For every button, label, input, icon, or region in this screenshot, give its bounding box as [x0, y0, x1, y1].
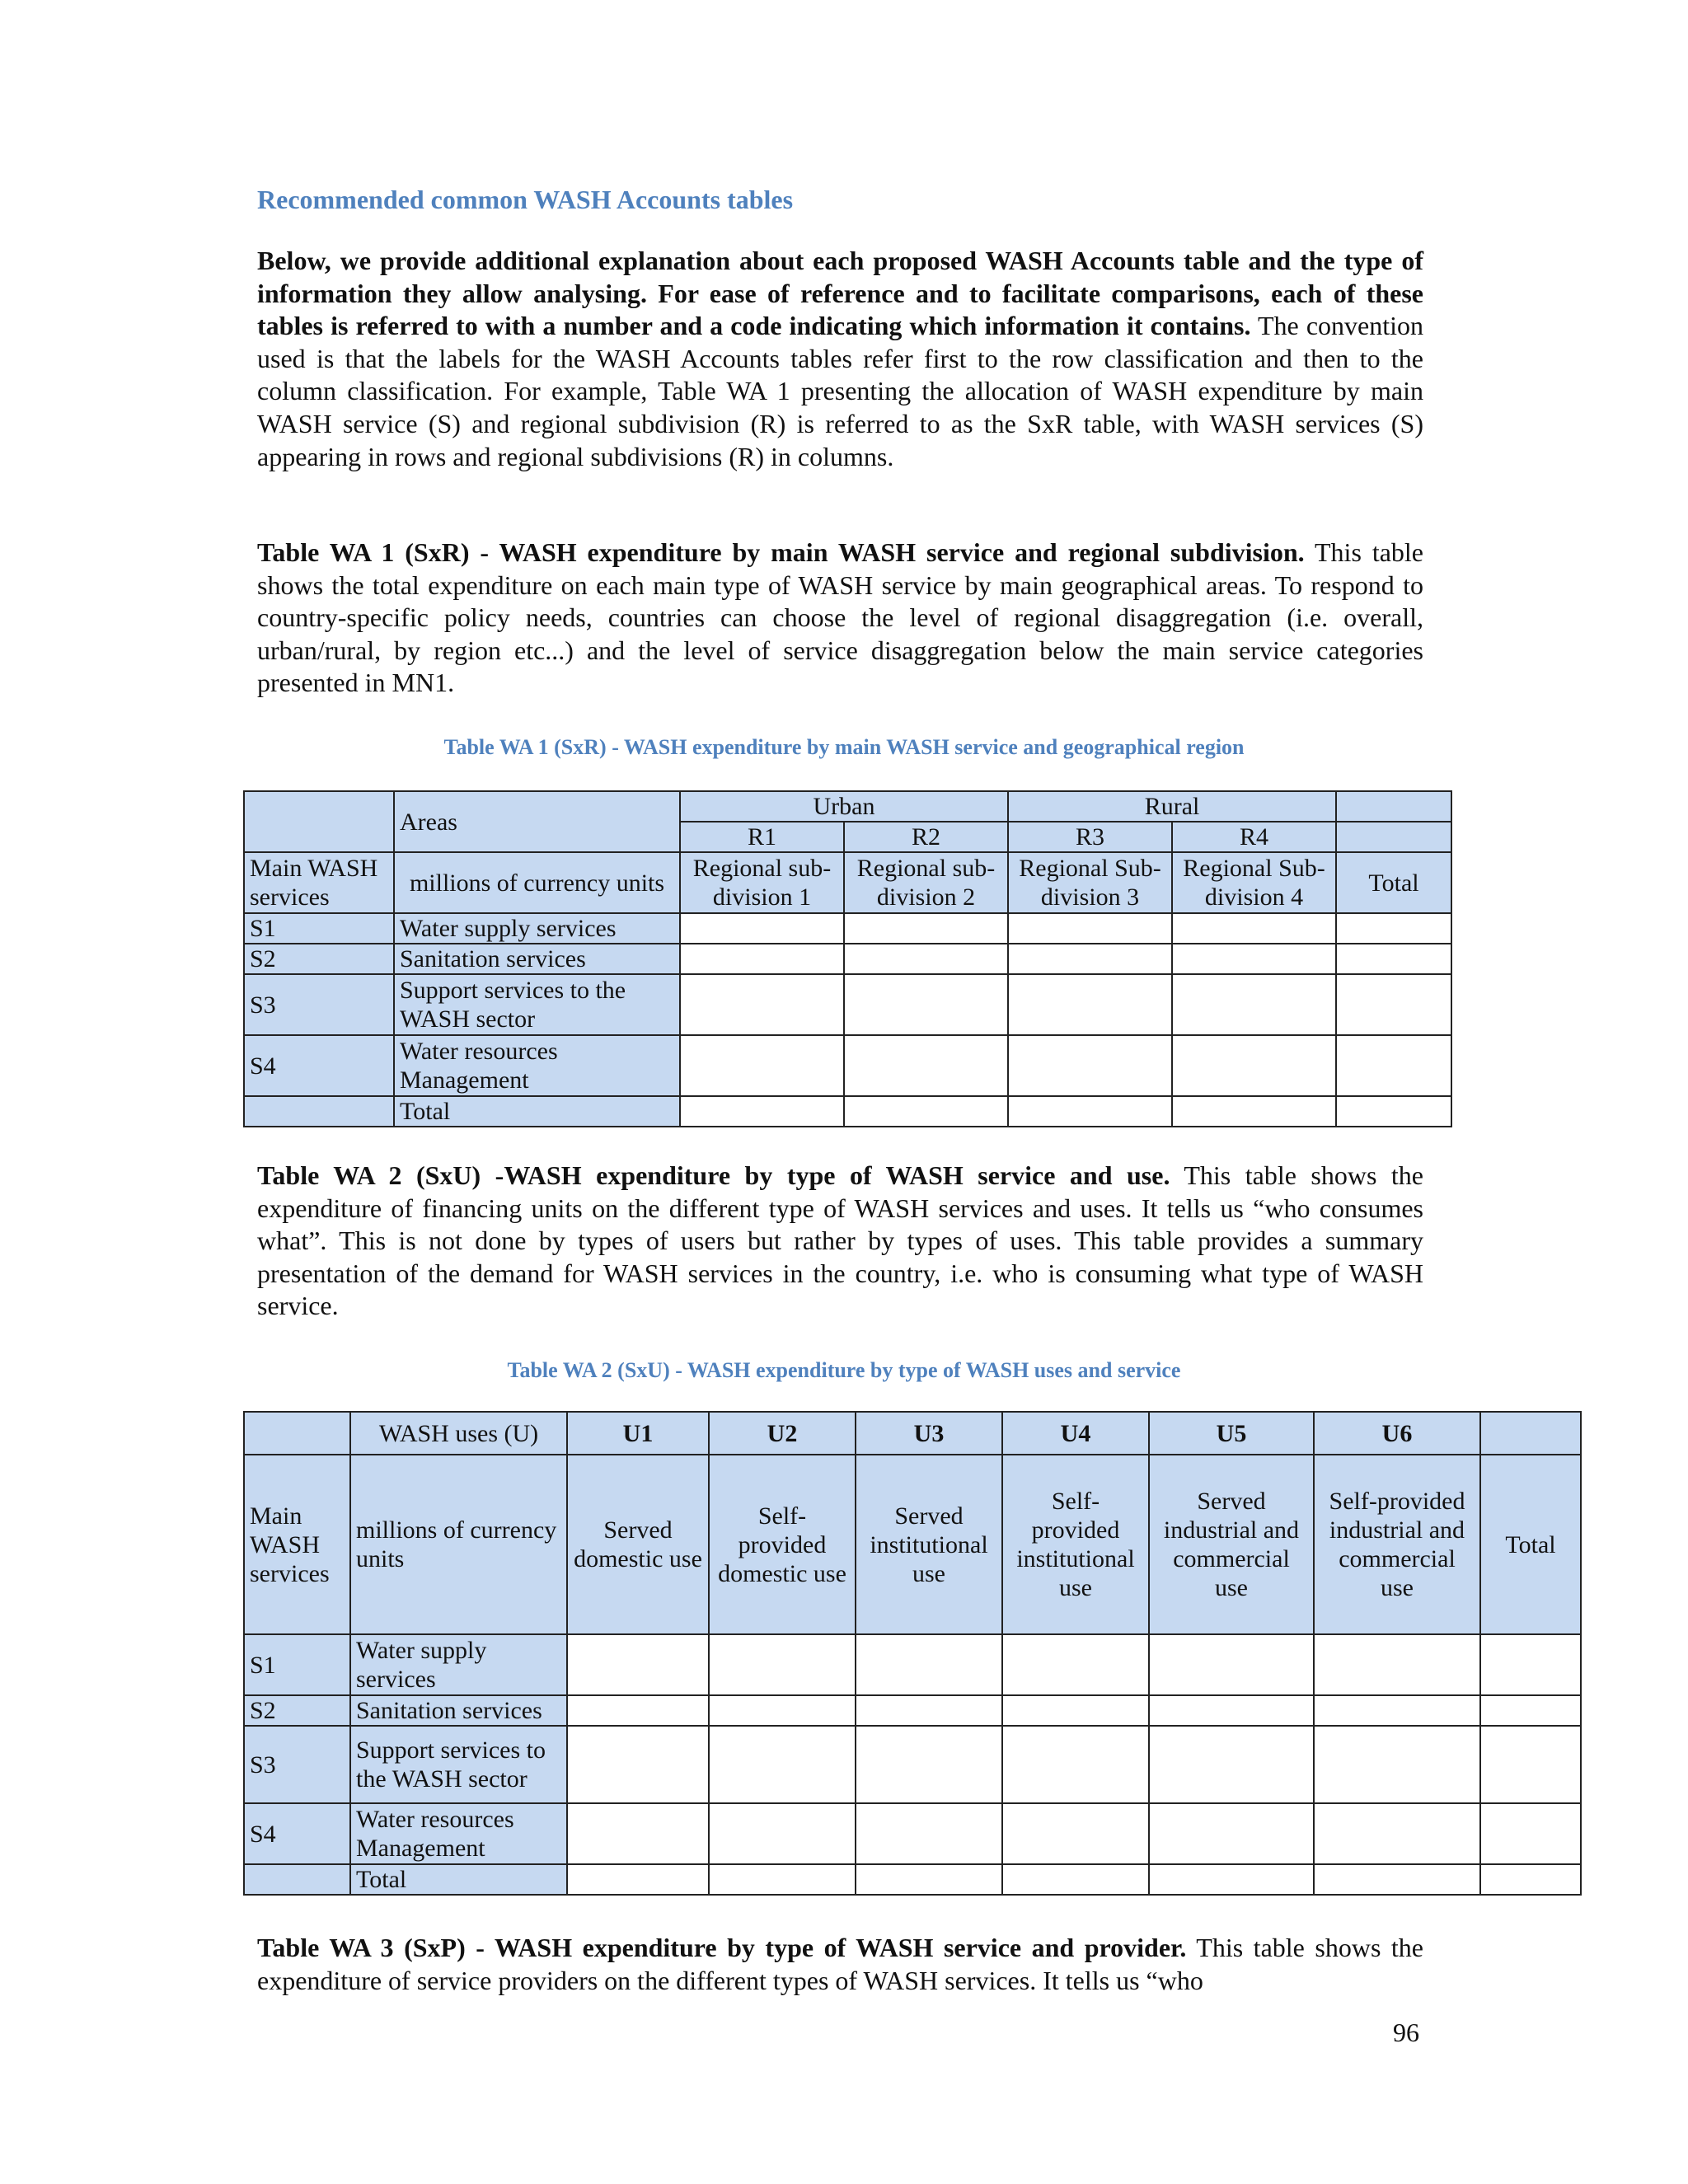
table-wa1-areas-label: Areas	[394, 791, 680, 852]
table-wa2-header-row-2	[244, 1455, 1581, 1634]
row-label: Water supply services	[394, 913, 680, 944]
table-row-total	[244, 1864, 1581, 1895]
table-wa1-subdivision-1: Regional sub-division 1	[680, 852, 844, 913]
table-cell	[1172, 1035, 1336, 1096]
table-wa1-rural-header: Rural	[1008, 791, 1336, 822]
row-code: S1	[244, 1634, 350, 1695]
table-cell	[844, 1096, 1008, 1127]
table-wa2-use-desc-3: Served institutional use	[856, 1455, 1002, 1634]
table-cell	[1149, 1864, 1314, 1895]
table-wa2-use-desc-4: Self-provided institutional use	[1002, 1455, 1149, 1634]
table-cell	[1008, 974, 1172, 1035]
row-label: Total	[394, 1096, 680, 1127]
table-cell	[680, 1096, 844, 1127]
table-wa2-use-desc-2: Self-provided domestic use	[709, 1455, 856, 1634]
intro-text: The convention used is that the labels for the WASH Accounts tables refer first to the row classification and then to the column classification. For example, Table WA 1 presenting the allocation of WASH expenditure by main WASH service (S) and regional subdivision (R) is referred to as the SxR table, with WASH services (S) appearing in rows and regional subdivisions (R) in columns.	[257, 311, 1424, 471]
table-cell	[856, 1634, 1002, 1695]
row-code: S2	[244, 1695, 350, 1726]
table-row	[244, 974, 1451, 1035]
table-wa1-r4: R4	[1172, 822, 1336, 852]
table-cell	[709, 1634, 856, 1695]
table-wa2-caption: Table WA 2 (SxU) - WASH expenditure by type of WASH uses and service	[507, 1358, 1181, 1382]
table-wa2-units-label: millions of currency units	[350, 1455, 567, 1634]
table-cell	[1480, 1634, 1581, 1695]
table-wa2-use-desc-6: Self-provided industrial and commercial use	[1314, 1455, 1480, 1634]
table-cell	[680, 944, 844, 974]
table-cell	[709, 1695, 856, 1726]
table-wa1-subdivision-4: Regional Sub-division 4	[1172, 852, 1336, 913]
table-wa1-corner-cell	[244, 791, 394, 852]
table-cell	[1480, 1803, 1581, 1864]
table-cell	[1008, 944, 1172, 974]
table-wa2-total-header: Total	[1480, 1455, 1581, 1634]
table-wa2-uses-label: WASH uses (U)	[350, 1412, 567, 1455]
table-wa1-caption: Table WA 1 (SxR) - WASH expenditure by main WASH service and geographical region	[443, 735, 1245, 759]
table-wa1-r3: R3	[1008, 822, 1172, 852]
table-row	[244, 1035, 1451, 1096]
table-cell	[1336, 1096, 1451, 1127]
table-cell	[1314, 1864, 1480, 1895]
table-cell	[1002, 1634, 1149, 1695]
wa2-para-text: This table shows the expenditure of financing units on the different type of WASH services and uses. It tells us “who consumes what”. This is not done by types of users but rather by types of uses. This table provides a summary presentation of the demand for WASH services in the country, i.e. who is consuming what type of WASH service.	[257, 1160, 1424, 1321]
page-number: 96	[1393, 2018, 1419, 2047]
table-cell	[680, 974, 844, 1035]
row-label: Support services to the WASH sector	[350, 1726, 567, 1803]
row-label: Total	[350, 1864, 567, 1895]
table-cell	[567, 1726, 709, 1803]
table-cell	[1336, 1035, 1451, 1096]
row-label: Sanitation services	[350, 1695, 567, 1726]
table-row-total	[244, 1096, 1451, 1127]
section-heading: Recommended common WASH Accounts tables	[257, 185, 794, 214]
intro-paragraph	[257, 245, 1423, 473]
table-wa2-main-wash-label: Main WASH services	[244, 1455, 350, 1634]
table-row	[244, 913, 1451, 944]
table-cell	[844, 974, 1008, 1035]
table-cell	[856, 1803, 1002, 1864]
table-wa1-blank-header	[1336, 791, 1451, 822]
table-wa1-urban-header: Urban	[680, 791, 1008, 822]
table-cell	[1480, 1695, 1581, 1726]
row-label: Water resources Management	[394, 1035, 680, 1096]
row-code: S4	[244, 1803, 350, 1864]
row-code: S2	[244, 944, 394, 974]
table-cell	[1314, 1695, 1480, 1726]
row-label: Water resources Management	[350, 1803, 567, 1864]
table-cell	[1336, 913, 1451, 944]
wa2-paragraph	[257, 1160, 1423, 1323]
wa3-para-bold: Table WA 3 (SxP) - WASH expenditure by type of WASH service and provider.	[257, 1933, 1187, 1962]
table-wa2-blank-header	[1480, 1412, 1581, 1455]
table-wa2-u3: U3	[856, 1412, 1002, 1455]
table-cell	[1008, 1096, 1172, 1127]
table-wa1-main-wash-label: Main WASH services	[244, 852, 394, 913]
table-wa2-u2: U2	[709, 1412, 856, 1455]
table-cell	[1149, 1695, 1314, 1726]
table-cell	[1336, 974, 1451, 1035]
table-cell	[856, 1864, 1002, 1895]
row-code: S1	[244, 913, 394, 944]
table-row	[244, 1803, 1581, 1864]
table-cell	[1480, 1864, 1581, 1895]
table-wa1-header-row-1	[244, 791, 1451, 822]
table-cell	[680, 1035, 844, 1096]
table-cell	[1336, 944, 1451, 974]
table-cell	[567, 1803, 709, 1864]
wa3-para-text: This table shows the expenditure of service providers on the different types of WASH services. It tells us “who	[257, 1933, 1424, 1995]
table-cell	[1008, 1035, 1172, 1096]
table-wa2-use-desc-1: Served domestic use	[567, 1455, 709, 1634]
table-cell	[1172, 1096, 1336, 1127]
table-row	[244, 1634, 1581, 1695]
table-wa1-r1: R1	[680, 822, 844, 852]
table-cell	[1002, 1803, 1149, 1864]
table-wa1-total-header: Total	[1336, 852, 1451, 913]
wa1-para-text: This table shows the total expenditure on each main type of WASH service by main geographical areas. To respond to country-specific policy needs, countries can choose the level of regional disaggregation (i.e. overall, urban/rural, by region etc...) and the level of service disaggregation below the main service categories presented in MN1.	[257, 537, 1424, 698]
table-cell	[1149, 1803, 1314, 1864]
wa1-para-bold: Table WA 1 (SxR) - WASH expenditure by main WASH service and regional subdivision.	[257, 537, 1305, 567]
table-wa2-use-desc-5: Served industrial and commercial use	[1149, 1455, 1314, 1634]
row-code: S4	[244, 1035, 394, 1096]
table-wa1-r2: R2	[844, 822, 1008, 852]
row-code	[244, 1096, 394, 1127]
row-label: Support services to the WASH sector	[394, 974, 680, 1035]
table-cell	[567, 1864, 709, 1895]
table-cell	[567, 1695, 709, 1726]
table-cell	[1008, 913, 1172, 944]
table-cell	[680, 913, 844, 944]
row-label: Water supply services	[350, 1634, 567, 1695]
wa1-paragraph	[257, 537, 1423, 700]
table-cell	[1002, 1695, 1149, 1726]
table-wa1	[243, 790, 1452, 1127]
table-cell	[844, 913, 1008, 944]
table-cell	[1172, 974, 1336, 1035]
table-cell	[844, 1035, 1008, 1096]
table-wa2-header-row-1	[244, 1412, 1581, 1455]
table-wa1-units-label: millions of currency units	[394, 852, 680, 913]
table-wa1-blank-header-2	[1336, 822, 1451, 852]
wa2-para-bold: Table WA 2 (SxU) -WASH expenditure by type of WASH service and use.	[257, 1160, 1170, 1190]
table-cell	[1149, 1726, 1314, 1803]
table-row	[244, 1726, 1581, 1803]
table-cell	[1172, 913, 1336, 944]
table-cell	[1002, 1864, 1149, 1895]
table-wa2-u6: U6	[1314, 1412, 1480, 1455]
table-wa2-corner-cell	[244, 1412, 350, 1455]
table-wa2-u5: U5	[1149, 1412, 1314, 1455]
table-cell	[1149, 1634, 1314, 1695]
table-wa1-subdivision-2: Regional sub-division 2	[844, 852, 1008, 913]
table-cell	[1314, 1726, 1480, 1803]
table-cell	[1172, 944, 1336, 974]
row-code	[244, 1864, 350, 1895]
table-cell	[1314, 1634, 1480, 1695]
table-cell	[567, 1634, 709, 1695]
table-cell	[856, 1695, 1002, 1726]
table-cell	[709, 1726, 856, 1803]
row-code: S3	[244, 1726, 350, 1803]
table-cell	[856, 1726, 1002, 1803]
table-cell	[709, 1864, 856, 1895]
table-wa1-header-row-3	[244, 852, 1451, 913]
table-row	[244, 1695, 1581, 1726]
table-wa2-u4: U4	[1002, 1412, 1149, 1455]
row-label: Sanitation services	[394, 944, 680, 974]
table-wa2-u1: U1	[567, 1412, 709, 1455]
intro-bold: Below, we provide additional explanation about each proposed WASH Accounts table and the type of information they allow analysing. For ease of reference and to facilitate comparisons, each of these tables is referred to with a number and a code indicating which information it contains.	[257, 246, 1423, 341]
table-row	[244, 944, 1451, 974]
row-code: S3	[244, 974, 394, 1035]
table-cell	[1314, 1803, 1480, 1864]
table-cell	[1480, 1726, 1581, 1803]
table-wa1-subdivision-3: Regional Sub-division 3	[1008, 852, 1172, 913]
table-cell	[1002, 1726, 1149, 1803]
table-cell	[844, 944, 1008, 974]
table-cell	[709, 1803, 856, 1864]
table-wa2	[243, 1411, 1582, 1896]
wa3-paragraph	[257, 1932, 1423, 1997]
